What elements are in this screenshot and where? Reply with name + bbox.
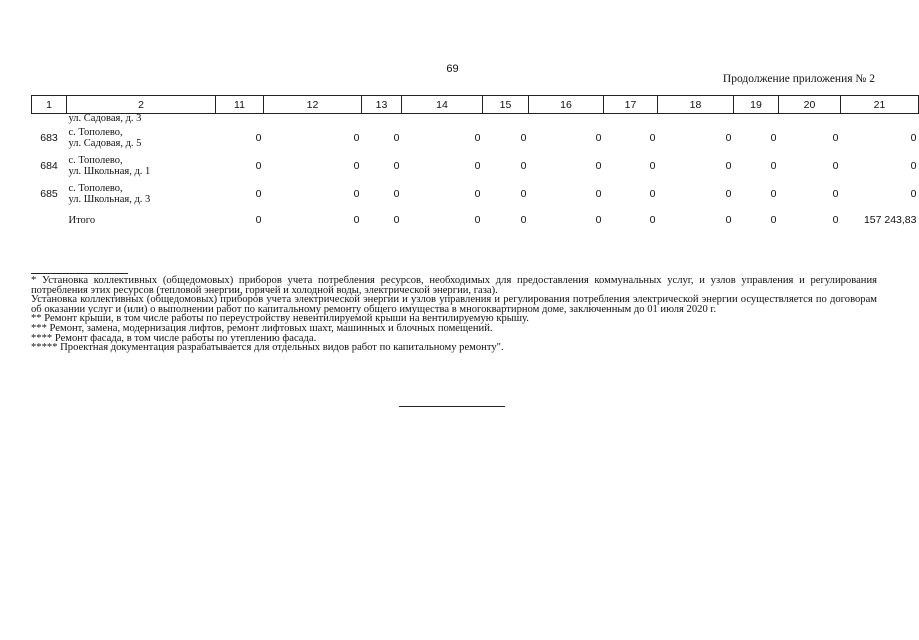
value-cell: 0	[393, 160, 400, 172]
value-cell: 0	[255, 132, 262, 144]
address-line: с. Тополево,	[68, 183, 123, 194]
address-line: ул. Школьная, д. 3	[68, 194, 151, 205]
footnote: * Установка коллективных (общедомовых) приборов учета потребления ресурсов, необходимых для предоставления коммунальных услуг, и узлов управления и регулирования потребления этих ресурсов (тепловой энергии, горячей и холодной воды, электрической энергии, газа).	[31, 275, 877, 296]
value-cell: 0	[255, 160, 262, 172]
address-line: ул. Школьная, д. 1	[68, 166, 151, 177]
column-header: 19	[734, 96, 779, 114]
total-value-cell: 0	[649, 214, 656, 226]
total-value-cell: 0	[832, 214, 839, 226]
table-row-continued	[32, 114, 919, 125]
row-number: 685	[40, 188, 58, 200]
column-header: 2	[67, 96, 216, 114]
footnotes	[31, 276, 877, 353]
total-value-cell: 0	[520, 214, 527, 226]
address-cell	[67, 180, 216, 208]
value-cell: 0	[725, 132, 732, 144]
total-value-cell: 0	[595, 214, 602, 226]
value-cell: 0	[393, 188, 400, 200]
value-cell: 0	[595, 188, 602, 200]
total-value-cell: 0	[770, 214, 777, 226]
value-cell: 0	[474, 132, 481, 144]
value-cell: 0	[832, 132, 839, 144]
column-header: 17	[604, 96, 658, 114]
total-label: Итого	[68, 214, 96, 226]
column-header: 20	[779, 96, 841, 114]
appendix-continuation-label: Продолжение приложения № 2	[722, 73, 875, 85]
value-cell: 0	[353, 160, 360, 172]
column-header: 18	[658, 96, 734, 114]
column-header: 21	[841, 96, 919, 114]
column-header: 11	[216, 96, 264, 114]
value-cell: 0	[520, 132, 527, 144]
footnote: **** Ремонт фасада, в том числе работы по утеплению фасада.	[31, 332, 317, 344]
page-number: 69	[446, 63, 459, 75]
address-cell	[67, 124, 216, 152]
value-cell: 0	[770, 188, 777, 200]
footnote: Установка коллективных (общедомовых) приборов учета электрической энергии и узлов управления и регулирования потребления электрической энергии осуществляется по договорам об оказании услуг и (или) о выполнении работ по капитальному ремонту общего имущества в многоквартирном доме, заключенным до 01 июля 2020 г.	[31, 294, 877, 315]
row-number: 684	[40, 160, 58, 172]
total-value-cell: 157 243,83	[863, 214, 917, 226]
address-cell: ул. Садовая, д. 3	[68, 113, 142, 124]
value-cell: 0	[520, 160, 527, 172]
value-cell: 0	[910, 160, 917, 172]
total-value-cell: 0	[255, 214, 262, 226]
repair-schedule-table	[31, 95, 919, 232]
value-cell: 0	[770, 160, 777, 172]
value-cell: 0	[474, 188, 481, 200]
value-cell: 0	[649, 188, 656, 200]
value-cell: 0	[832, 160, 839, 172]
column-header: 14	[402, 96, 483, 114]
total-value-cell: 0	[353, 214, 360, 226]
end-of-document-rule	[399, 406, 505, 407]
column-header: 1	[32, 96, 67, 114]
footnote-separator	[31, 273, 128, 274]
footnote: ***** Проектная документация разрабатывается для отдельных видов работ по капитальному ремонту".	[31, 342, 504, 354]
value-cell: 0	[770, 132, 777, 144]
value-cell: 0	[910, 132, 917, 144]
value-cell: 0	[595, 132, 602, 144]
column-header: 15	[483, 96, 529, 114]
table-row	[32, 124, 919, 152]
column-header: 16	[529, 96, 604, 114]
value-cell: 0	[649, 132, 656, 144]
value-cell: 0	[725, 160, 732, 172]
value-cell: 0	[474, 160, 481, 172]
footnote: ** Ремонт крыши, в том числе работы по переустройству невентилируемой крыши на вентилируемую крышу.	[31, 313, 529, 325]
value-cell: 0	[910, 188, 917, 200]
address-line: с. Тополево,	[68, 127, 123, 138]
column-header: 13	[362, 96, 402, 114]
footnote: *** Ремонт, замена, модернизация лифтов, ремонт лифтовых шахт, машинных и блочных помещений.	[31, 322, 493, 334]
value-cell: 0	[832, 188, 839, 200]
table-row	[32, 152, 919, 180]
table-row	[32, 180, 919, 208]
total-value-cell: 0	[393, 214, 400, 226]
value-cell: 0	[353, 132, 360, 144]
value-cell: 0	[725, 188, 732, 200]
total-value-cell: 0	[725, 214, 732, 226]
address-line: ул. Садовая, д. 5	[68, 138, 142, 149]
value-cell: 0	[649, 160, 656, 172]
value-cell: 0	[353, 188, 360, 200]
address-line: с. Тополево,	[68, 155, 123, 166]
total-value-cell: 0	[474, 214, 481, 226]
value-cell: 0	[520, 188, 527, 200]
row-number: 683	[40, 132, 58, 144]
value-cell: 0	[595, 160, 602, 172]
value-cell: 0	[393, 132, 400, 144]
table-header	[32, 96, 919, 114]
value-cell: 0	[255, 188, 262, 200]
column-header: 12	[264, 96, 362, 114]
total-row	[32, 208, 919, 232]
address-cell	[67, 152, 216, 180]
